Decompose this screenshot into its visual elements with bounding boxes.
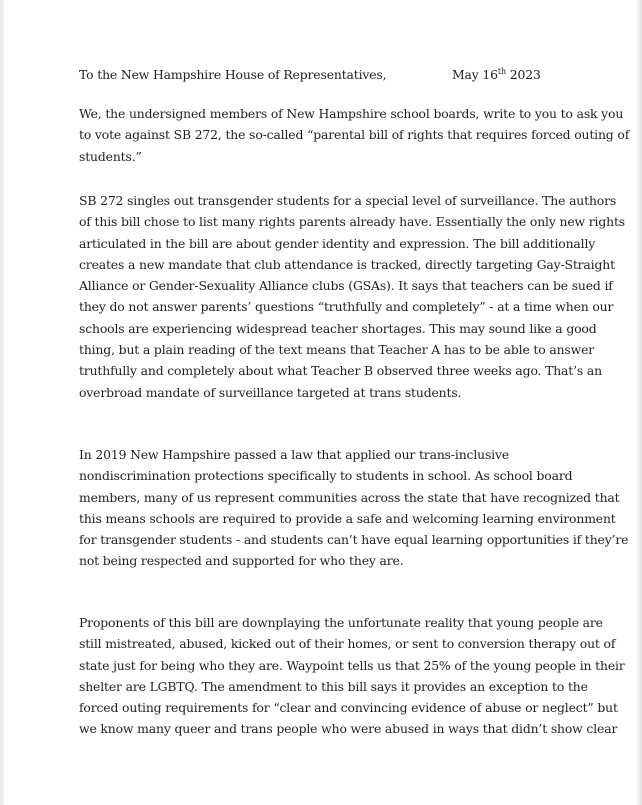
text-line: shelter are LGBTQ. The amendment to this bill says it provides an exception to the [79,678,588,694]
text-line: overbroad mandate of surveillance targeted at trans students. [79,384,462,400]
text-line: schools are experiencing widespread teacher shortages. This may sound like a good [79,320,597,336]
text-line: they do not answer parents’ questions “truthfully and completely” - at a time when our [79,299,614,315]
text-line: Alliance or Gender-Sexuality Alliance clubs (GSAs). It says that teachers can be sued if [79,278,613,294]
text-line: for transgender students - and students can’t have equal learning opportunities if they’re [79,532,629,548]
text-line: this means schools are required to provide a safe and welcoming learning environment [79,510,616,526]
text-line: we know many queer and trans people who were abused in ways that didn’t show clear [79,721,618,737]
letter-date [452,64,541,86]
text-line: nondiscrimination protections specifically to students in school. As school board [79,468,573,484]
text-line: of this bill chose to list many rights parents already have. Essentially the only new rights [79,214,625,230]
paragraph-2019-law [79,444,629,572]
addressee: To the New Hampshire House of Representatives, [79,67,387,82]
text-line: creates a new mandate that club attendance is tracked, directly targeting Gay-Straight [79,256,615,272]
date-month-day: May 16 [452,67,498,82]
paragraph-proponents [79,612,625,740]
date-ordinal-suffix: th [497,67,506,76]
text-line: state just for being who they are. Waypoint tells us that 25% of the young people in their [79,657,625,673]
text-line: SB 272 singles out transgender students for a special level of surveillance. The authors [79,193,617,208]
text-line: We, the undersigned members of New Hampshire school boards, write to you to ask you [79,106,624,121]
text-line: students.” [79,148,142,164]
text-line: forced outing requirements for “clear and convincing evidence of abuse or neglect” but [79,700,618,716]
text-line: still mistreated, abused, kicked out of their homes, or sent to conversion therapy out of [79,636,616,652]
paragraph-surveillance [79,190,625,403]
page-edge-left [0,0,4,805]
text-line: In 2019 New Hampshire passed a law that applied our trans-inclusive [79,447,510,462]
date-year: 2023 [505,67,541,82]
text-line: not being respected and supported for who they are. [79,553,404,569]
page-edge-right [637,0,642,805]
text-line: thing, but a plain reading of the text means that Teacher A has to be able to answer [79,342,595,358]
paragraph-intro [79,103,630,167]
text-line: Proponents of this bill are downplaying the unfortunate reality that young people are [79,615,603,630]
text-line: articulated in the bill are about gender identity and expression. The bill additionally [79,235,596,251]
text-line: to vote against SB 272, the so-called “parental bill of rights that requires forced outing of [79,127,630,143]
text-line: truthfully and completely about what Teacher B observed three weeks ago. That’s an [79,363,602,379]
letter-header [79,64,539,86]
text-line: members, many of us represent communities across the state that have recognized that [79,489,620,505]
